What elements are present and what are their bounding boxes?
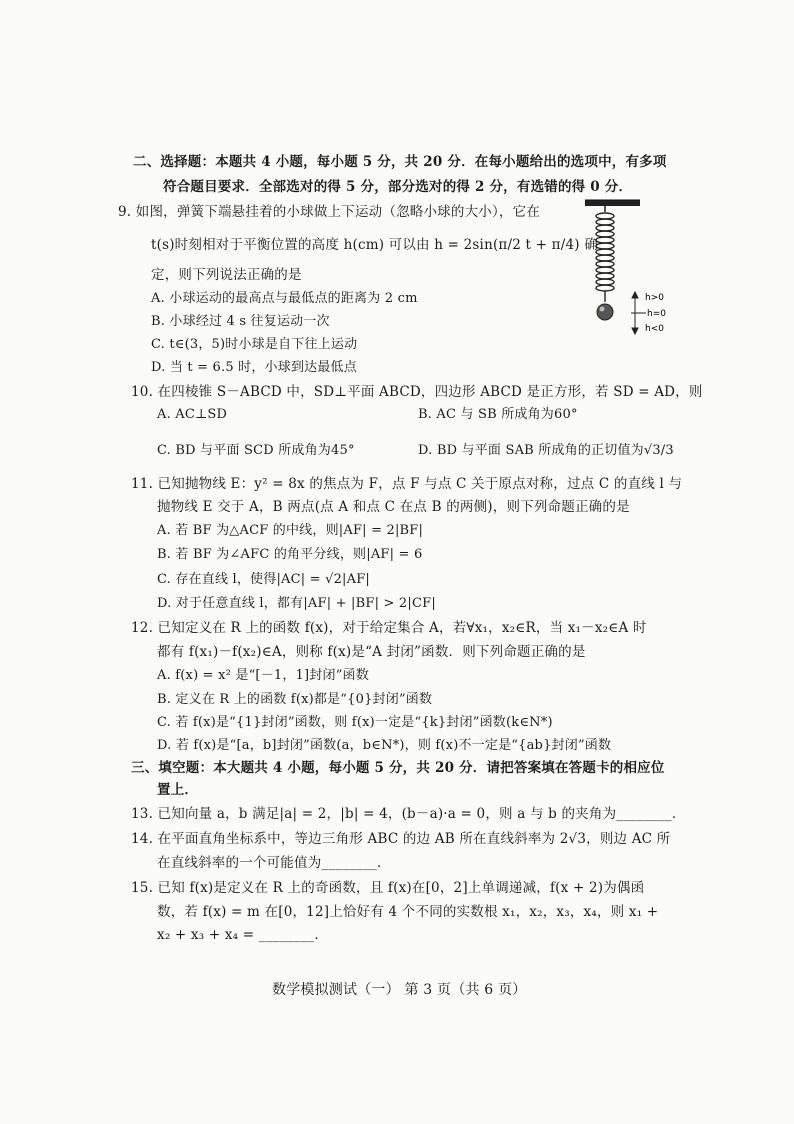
- q10-stem: 10. 在四棱锥 S－ABCD 中，SD⊥平面 ABCD，四边形 ABCD 是正方形，若 SD = AD，则: [131, 384, 703, 400]
- section2-heading-line1: 二、选择题：本题共 4 小题，每小题 5 分，共 20 分．在每小题给出的选项中，有多项: [133, 154, 667, 170]
- q9-stem-line3: 定，则下列说法正确的是: [151, 267, 302, 283]
- section2-heading-line2: 符合题目要求．全部选对的得 5 分，部分选对的得 2 分，有选错的得 0 分．: [163, 179, 633, 195]
- q12-option-b: B. 定义在 R 上的函数 f(x)都是“{0}封闭”函数: [157, 692, 433, 707]
- q15-stem-line3: x₂ + x₃ + x₄ = ________．: [157, 927, 329, 943]
- q11-option-b: B. 若 BF 为∠AFC 的角平分线，则|AF| = 6: [157, 547, 423, 562]
- label-h-positive: h>0: [645, 293, 664, 303]
- q12-stem-line1: 12. 已知定义在 R 上的函数 f(x)，对于给定集合 A，若∀x₁，x₂∈R，当 x₁－x₂∈A 时: [131, 620, 647, 636]
- q9-stem-line2: t(s)时刻相对于平衡位置的高度 h(cm) 可以由 h = 2sin(π/2 t + π/4) 确: [151, 237, 598, 253]
- q12-stem-line2: 都有 f(x₁)－f(x₂)∈A，则称 f(x)是“A 封闭”函数．则下列命题正确的是: [157, 644, 586, 660]
- q10-option-d: D. BD 与平面 SAB 所成角的正切值为√3/3: [418, 443, 674, 458]
- q9-option-d: D. 当 t = 6.5 时，小球到达最低点: [151, 360, 357, 375]
- height-axis: [631, 292, 646, 334]
- q9-option-c: C. t∈(3，5)时小球是自下往上运动: [151, 337, 358, 352]
- spring-ball-figure: [580, 196, 690, 346]
- page-footer: 数学模拟测试（一） 第 3 页（共 6 页）: [272, 982, 527, 998]
- q12-option-a: A. f(x) = x² 是“[－1，1]封闭”函数: [157, 668, 369, 683]
- q10-option-b: B. AC 与 SB 所成角为60°: [418, 407, 578, 422]
- q9-option-b: B. 小球经过 4 s 往复运动一次: [151, 314, 330, 329]
- ball: [597, 304, 613, 320]
- q11-option-c: C. 存在直线 l，使得|AC| = √2|AF|: [157, 572, 371, 587]
- q9-stem-line1: 9. 如图，弹簧下端悬挂着的小球做上下运动（忽略小球的大小），它在: [118, 204, 541, 220]
- q14-stem-line1: 14. 在平面直角坐标系中，等边三角形 ABC 的边 AB 所在直线斜率为 2√3，则边 AC 所: [131, 831, 671, 847]
- q13-stem: 13. 已知向量 a，b 满足|a| = 2，|b| = 4，(b－a)·a = 0，则 a 与 b 的夹角为________．: [131, 806, 686, 822]
- q12-option-d: D. 若 f(x)是“[a，b]封闭”函数(a，b∈N*)，则 f(x)不一定是“{ab}封闭”函数: [157, 738, 612, 753]
- ceiling-bar: [585, 200, 640, 206]
- section3-heading-line2: 置上．: [157, 782, 199, 798]
- label-h-negative: h<0: [645, 324, 664, 334]
- q10-option-c: C. BD 与平面 SCD 所成角为45°: [157, 443, 355, 458]
- q11-option-a: A. 若 BF 为△ACF 的中线，则|AF| = 2|BF|: [157, 523, 424, 538]
- section3-heading-line1: 三、填空题：本大题共 4 小题，每小题 5 分，共 20 分．请把答案填在答题卡的相应位: [131, 760, 665, 776]
- q15-stem-line1: 15. 已知 f(x)是定义在 R 上的奇函数，且 f(x)在[0，2]上单调递减，f(x + 2)为偶函: [131, 880, 645, 896]
- spring-coil: [596, 213, 614, 302]
- q14-stem-line2: 在直线斜率的一个可能值为________．: [157, 855, 391, 871]
- q11-stem-line1: 11. 已知抛物线 E：y² = 8x 的焦点为 F，点 F 与点 C 关于原点对称，过点 C 的直线 l 与: [131, 476, 683, 492]
- label-h-zero: h=0: [647, 309, 666, 319]
- q10-option-a: A. AC⊥SD: [157, 407, 228, 422]
- q9-option-a: A. 小球运动的最高点与最低点的距离为 2 cm: [151, 291, 418, 306]
- q15-stem-line2: 数，若 f(x) = m 在[0，12]上恰好有 4 个不同的实数根 x₁，x₂，x₃，x₄，则 x₁ +: [157, 904, 659, 920]
- q11-stem-line2: 抛物线 E 交于 A，B 两点(点 A 和点 C 在点 B 的两侧)，则下列命题正确的是: [157, 499, 630, 515]
- q12-option-c: C. 若 f(x)是“{1}封闭”函数，则 f(x)一定是“{k}封闭”函数(k∈N*): [157, 715, 553, 730]
- q11-option-d: D. 对于任意直线 l，都有|AF| + |BF| > 2|CF|: [157, 596, 436, 611]
